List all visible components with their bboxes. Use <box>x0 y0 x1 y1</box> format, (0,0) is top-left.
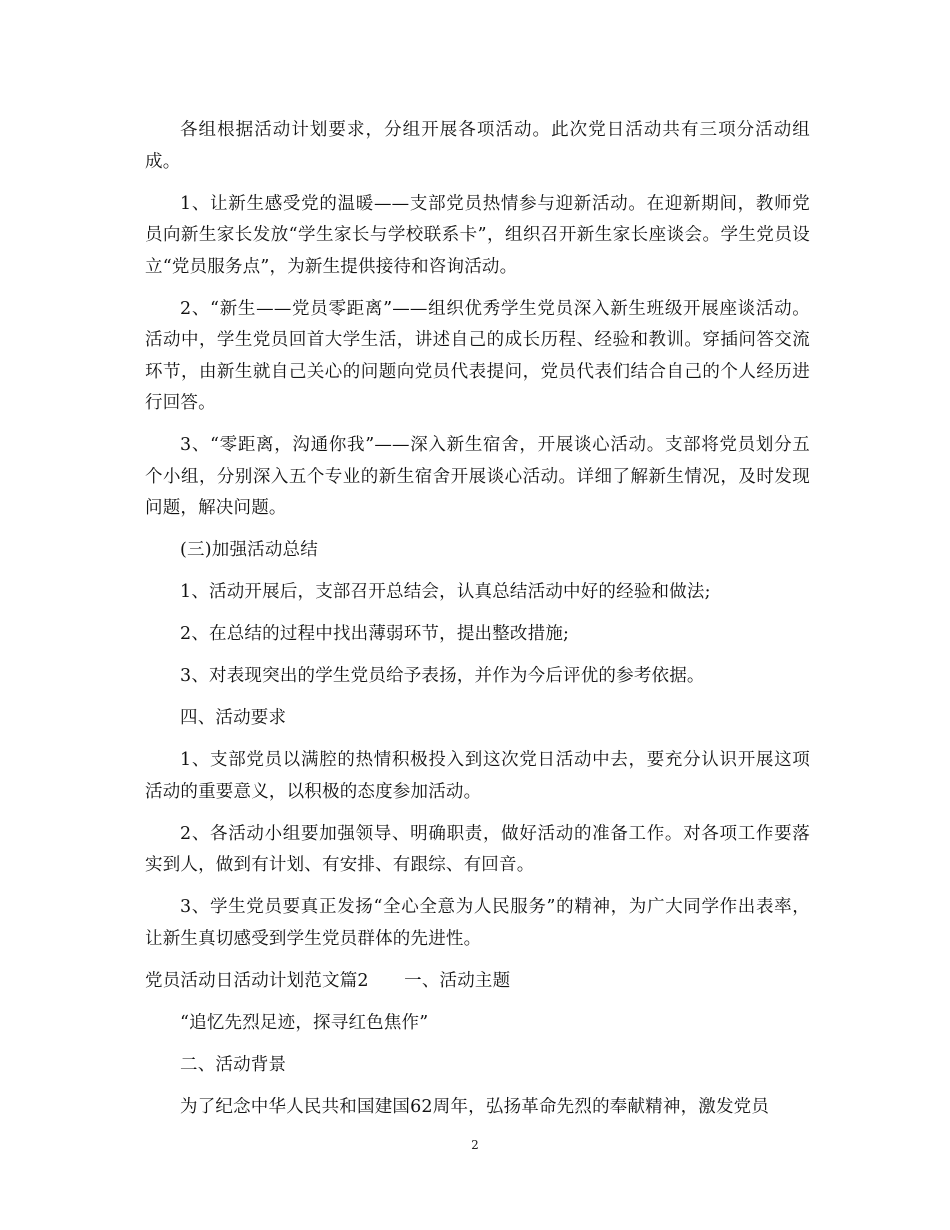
paragraph-theme: “追忆先烈足迹，探寻红色焦作” <box>180 1012 429 1033</box>
document-body <box>145 115 810 1134</box>
paragraph-background: 为了纪念中华人民共和国建国62周年，弘扬革命先烈的奉献精神，激发党员 <box>180 1096 770 1117</box>
section-heading-background: 二、活动背景 <box>180 1054 287 1075</box>
section-heading-requirements: 四、活动要求 <box>180 708 287 728</box>
paragraph-requirement-1: 1、支部党员以满腔的热情积极投入到这次党日活动中去，要充分认识开展这项活动的重要意义，以积极的态度参加活动。 <box>145 750 810 802</box>
paragraph-intro: 各组根据活动计划要求，分组开展各项活动。此次党日活动共有三项分活动组成。 <box>145 120 810 172</box>
paragraph-activity-1: 1、让新生感受党的温暖——支部党员热情参与迎新活动。在迎新期间，教师党员向新生家长发放“学生家长与学校联系卡”，组织召开新生家长座谈会。学生党员设立“党员服务点”，为新生提供接待和咨询活动。 <box>145 193 810 277</box>
page-number: 2 <box>471 1138 479 1152</box>
paragraph-requirement-2: 2、各活动小组要加强领导、明确职责，做好活动的准备工作。对各项工作要落实到人，做到有计划、有安排、有跟综、有回音。 <box>145 823 810 875</box>
section-heading-summary: (三)加强活动总结 <box>180 540 318 560</box>
paragraph-summary-1: 1、活动开展后，支部召开总结会，认真总结活动中好的经验和做法; <box>180 582 711 602</box>
paragraph-summary-3: 3、对表现突出的学生党员给予表扬，并作为今后评优的参考依据。 <box>180 666 705 686</box>
article-title-line: 党员活动日活动计划范文篇2 一、活动主题 <box>145 970 511 991</box>
paragraph-activity-2: 2、“新生——党员零距离”——组织优秀学生党员深入新生班级开展座谈活动。活动中，学生党员回首大学生活，讲述自己的成长历程、经验和教训。穿插问答交流环节，由新生就自己关心的问题向党员代表提问，党员代表们结合自己的个人经历进行回答。 <box>145 298 810 413</box>
paragraph-requirement-3: 3、学生党员要真正发扬“全心全意为人民服务”的精神，为广大同学作出表率，让新生真切感受到学生党员群体的先进性。 <box>145 897 810 949</box>
paragraph-summary-2: 2、在总结的过程中找出薄弱环节，提出整改措施; <box>180 624 570 644</box>
paragraph-activity-3: 3、“零距离，沟通你我”——深入新生宿舍，开展谈心活动。支部将党员划分五个小组，分别深入五个专业的新生宿舍开展谈心活动。详细了解新生情况，及时发现问题，解决问题。 <box>145 435 810 518</box>
